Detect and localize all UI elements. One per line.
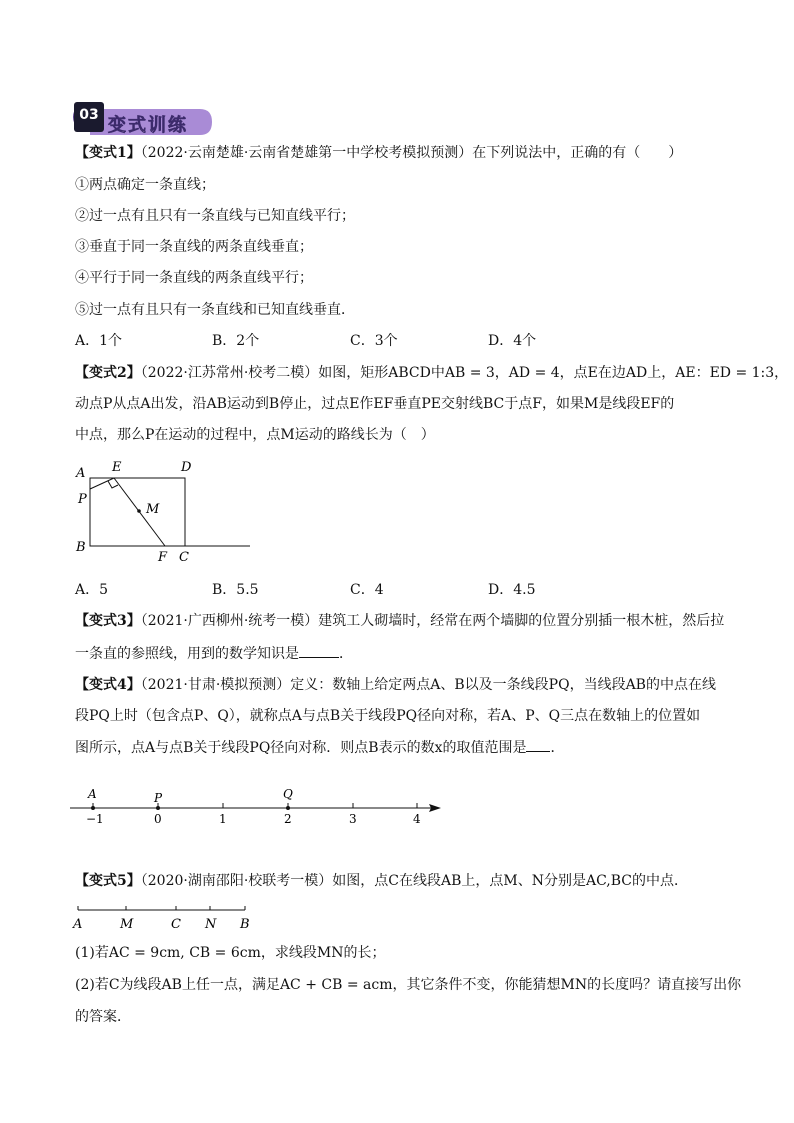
- q1-option-c: C．3个: [350, 333, 398, 349]
- rectangle-abcd: [90, 478, 185, 546]
- q2-option-d: D．4.5: [488, 582, 536, 598]
- q1-source: （2022·云南楚雄·云南省楚雄第一中学校考模拟预测）: [140, 145, 473, 161]
- tick-label-4: 4: [413, 812, 421, 826]
- section-banner: [72, 98, 212, 136]
- q3-tag: 【变式3】: [75, 613, 141, 629]
- q4-line-2: 段PQ上时（包含点P、Q），就称点A与点B关于线段PQ径向对称，若A、P、Q三点在数轴上的位置如: [75, 708, 701, 724]
- q4-text-3: 图所示，点A与点B关于线段PQ径向对称．则点B表示的数x的取值范围是: [75, 740, 527, 756]
- point-q: [286, 806, 290, 810]
- banner-number: 03: [79, 107, 99, 123]
- q2-figure: [70, 455, 260, 570]
- q3-text-end: ．: [339, 646, 353, 662]
- segment-pe: [90, 478, 114, 489]
- q2-option-c: C．4: [350, 582, 384, 598]
- label-m: M: [146, 502, 160, 517]
- q5-stem: [75, 871, 688, 891]
- q3-answer-blank[interactable]: [299, 643, 339, 658]
- point-m: [137, 509, 141, 513]
- q4-text-end: ．: [550, 740, 565, 756]
- q2-line-2: 动点P从点A出发，沿AB运动到B停止，过点E作EF垂直PE交射线BC于点F，如果M是线段EF的: [75, 396, 675, 412]
- label-seg-a: A: [73, 917, 83, 932]
- label-point-p: P: [154, 791, 163, 805]
- q1-item-5: ⑤过一点有且只有一条直线和已知直线垂直．: [75, 302, 355, 318]
- q5-segment-figure: [70, 900, 260, 936]
- point-p: [156, 806, 160, 810]
- q5-part-1: (1)若AC = 9cm, CB = 6cm，求线段MN的长；: [75, 945, 386, 961]
- q2-line-3: 中点，那么P在运动的过程中，点M运动的路线长为（ ）: [75, 427, 435, 443]
- q3-text-1: （2021·广西柳州·统考一模）建筑工人砌墙时，经常在两个墙脚的位置分别插一根木桩，然后拉: [140, 613, 725, 629]
- label-seg-m: M: [120, 917, 134, 932]
- tick-label-0: 0: [154, 812, 162, 826]
- tick-label-2: 2: [284, 812, 292, 826]
- q2-tag: 【变式2】: [75, 365, 141, 381]
- point-a: [91, 806, 95, 810]
- q1-item-4: ④平行于同一条直线的两条直线平行；: [75, 270, 313, 286]
- q1-option-b: B．2个: [212, 333, 260, 349]
- q4-number-line: [65, 778, 450, 830]
- q2-text-1: （2022·江苏常州·校考二模）如图，矩形ABCD中AB = 3，AD = 4，点E在边AD上，AE：ED = 1:3，: [140, 365, 789, 381]
- q3-line-2: [75, 643, 353, 664]
- q2-option-a: A．5: [75, 582, 109, 598]
- q4-text-1: （2021·甘肃·模拟预测）定义：数轴上给定两点A、B以及一条线段PQ，当线段AB的中点在线: [140, 677, 716, 693]
- q1-option-d: D．4个: [488, 333, 537, 349]
- tick-label-1: 1: [219, 812, 227, 826]
- q5-part-2: (2)若C为线段AB上任一点，满足AC + CB = acm，其它条件不变，你能猜想MN的长度吗？请直接写出你: [75, 977, 742, 993]
- q1-tag: 【变式1】: [75, 145, 141, 161]
- label-e: E: [112, 460, 122, 475]
- label-a: A: [76, 466, 86, 481]
- q2-option-b: B．5.5: [212, 582, 259, 598]
- banner-title: 变式训练: [108, 115, 188, 136]
- q1-question: 在下列说法中，正确的有（ ）: [472, 145, 683, 161]
- q1-item-2: ②过一点有且只有一条直线与已知直线平行；: [75, 208, 355, 224]
- q2-line-1: [75, 363, 788, 383]
- label-seg-c: C: [171, 917, 181, 932]
- label-f: F: [158, 550, 168, 565]
- label-c: C: [179, 550, 189, 565]
- q5-part-2-cont: 的答案．: [75, 1009, 131, 1025]
- q4-line-3: [75, 737, 564, 758]
- q4-answer-blank[interactable]: [526, 737, 550, 752]
- q1-stem: [75, 143, 682, 163]
- q5-text: （2020·湖南邵阳·校联考一模）如图，点C在线段AB上，点M、N分别是AC,BC的中点．: [140, 873, 689, 889]
- q4-tag: 【变式4】: [75, 677, 141, 693]
- label-b: B: [76, 540, 86, 555]
- label-point-q: Q: [283, 787, 293, 801]
- q4-line-1: [75, 675, 716, 695]
- tick-label-neg1: −1: [86, 812, 104, 826]
- q3-line-1: [75, 611, 724, 631]
- q1-option-a: A．1个: [75, 333, 123, 349]
- label-point-a: A: [88, 787, 97, 801]
- label-d: D: [181, 460, 192, 475]
- q3-text-2: 一条直的参照线，用到的数学知识是: [75, 646, 299, 662]
- q1-item-1: ①两点确定一条直线；: [75, 177, 215, 193]
- q5-tag: 【变式5】: [75, 873, 141, 889]
- q1-item-3: ③垂直于同一条直线的两条直线垂直；: [75, 239, 313, 255]
- tick-label-3: 3: [349, 812, 357, 826]
- label-seg-n: N: [205, 917, 217, 932]
- label-p: P: [78, 492, 87, 507]
- label-seg-b: B: [240, 917, 250, 932]
